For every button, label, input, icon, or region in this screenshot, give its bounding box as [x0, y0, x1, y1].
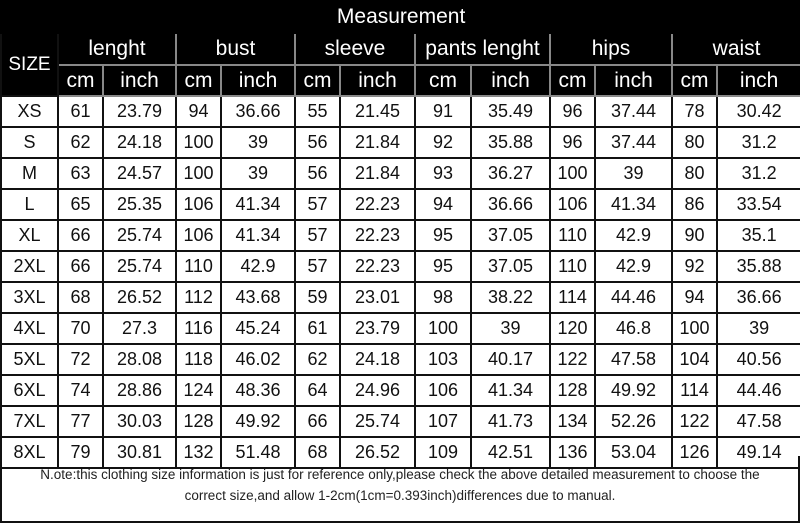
value-cell: 80 — [672, 127, 717, 158]
size-cell: 4XL — [1, 313, 58, 344]
value-cell: 122 — [672, 406, 717, 437]
value-cell: 91 — [415, 96, 471, 127]
value-cell: 109 — [415, 437, 471, 468]
value-cell: 107 — [415, 406, 471, 437]
value-cell: 47.58 — [595, 344, 672, 375]
value-cell: 70 — [58, 313, 103, 344]
value-cell: 41.34 — [595, 189, 672, 220]
value-cell: 36.27 — [471, 158, 550, 189]
value-cell: 106 — [176, 220, 221, 251]
value-cell: 116 — [176, 313, 221, 344]
value-cell: 42.9 — [595, 251, 672, 282]
size-cell: 6XL — [1, 375, 58, 406]
value-cell: 37.05 — [471, 251, 550, 282]
value-cell: 68 — [295, 437, 340, 468]
unit-header: cm — [415, 65, 471, 96]
value-cell: 39 — [717, 313, 800, 344]
column-group-header: waist — [672, 33, 800, 65]
size-cell: 3XL — [1, 282, 58, 313]
value-cell: 100 — [176, 158, 221, 189]
value-cell: 56 — [295, 127, 340, 158]
value-cell: 110 — [176, 251, 221, 282]
value-cell: 134 — [550, 406, 595, 437]
value-cell: 49.92 — [595, 375, 672, 406]
value-cell: 41.34 — [471, 375, 550, 406]
size-cell: 8XL — [1, 437, 58, 468]
table-row — [1, 313, 800, 344]
value-cell: 110 — [550, 220, 595, 251]
value-cell: 35.49 — [471, 96, 550, 127]
value-cell: 23.01 — [340, 282, 415, 313]
value-cell: 61 — [58, 96, 103, 127]
value-cell: 92 — [672, 251, 717, 282]
value-cell: 42.9 — [595, 220, 672, 251]
value-cell: 78 — [672, 96, 717, 127]
value-cell: 44.46 — [717, 375, 800, 406]
value-cell: 106 — [550, 189, 595, 220]
value-cell: 66 — [295, 406, 340, 437]
value-cell: 86 — [672, 189, 717, 220]
value-cell: 120 — [550, 313, 595, 344]
value-cell: 132 — [176, 437, 221, 468]
value-cell: 94 — [176, 96, 221, 127]
value-cell: 25.74 — [103, 220, 176, 251]
size-cell: L — [1, 189, 58, 220]
value-cell: 35.1 — [717, 220, 800, 251]
column-group-header: hips — [550, 33, 672, 65]
value-cell: 27.3 — [103, 313, 176, 344]
value-cell: 96 — [550, 96, 595, 127]
value-cell: 80 — [672, 158, 717, 189]
unit-header: inch — [717, 65, 800, 96]
unit-header: cm — [550, 65, 595, 96]
value-cell: 21.84 — [340, 158, 415, 189]
table-title: Measurement — [1, 1, 800, 33]
unit-header: inch — [471, 65, 550, 96]
value-cell: 55 — [295, 96, 340, 127]
table-row — [1, 189, 800, 220]
value-cell: 106 — [415, 375, 471, 406]
value-cell: 63 — [58, 158, 103, 189]
value-cell: 37.44 — [595, 127, 672, 158]
table-row — [1, 127, 800, 158]
size-cell: 5XL — [1, 344, 58, 375]
value-cell: 46.8 — [595, 313, 672, 344]
value-cell: 64 — [295, 375, 340, 406]
size-cell: S — [1, 127, 58, 158]
value-cell: 66 — [58, 220, 103, 251]
column-group-header: sleeve — [295, 33, 415, 65]
value-cell: 38.22 — [471, 282, 550, 313]
value-cell: 31.2 — [717, 158, 800, 189]
note-text: N.ote:this clothing size information is just for reference only,please check the above detailed measurement to choose the correct size,and allow 1-2cm(1cm=0.393inch)differences due to manual. — [40, 467, 760, 503]
value-cell: 35.88 — [717, 251, 800, 282]
value-cell: 93 — [415, 158, 471, 189]
value-cell: 26.52 — [103, 282, 176, 313]
value-cell: 57 — [295, 251, 340, 282]
table-row — [1, 158, 800, 189]
value-cell: 22.23 — [340, 251, 415, 282]
value-cell: 68 — [58, 282, 103, 313]
unit-header: inch — [221, 65, 295, 96]
value-cell: 22.23 — [340, 220, 415, 251]
value-cell: 39 — [471, 313, 550, 344]
column-group-header: lenght — [58, 33, 176, 65]
value-cell: 53.04 — [595, 437, 672, 468]
value-cell: 25.35 — [103, 189, 176, 220]
value-cell: 98 — [415, 282, 471, 313]
value-cell: 24.18 — [103, 127, 176, 158]
value-cell: 45.24 — [221, 313, 295, 344]
value-cell: 74 — [58, 375, 103, 406]
value-cell: 100 — [415, 313, 471, 344]
value-cell: 124 — [176, 375, 221, 406]
value-cell: 90 — [672, 220, 717, 251]
value-cell: 46.02 — [221, 344, 295, 375]
value-cell: 41.34 — [221, 220, 295, 251]
value-cell: 126 — [672, 437, 717, 468]
value-cell: 39 — [221, 127, 295, 158]
size-cell: 2XL — [1, 251, 58, 282]
value-cell: 24.18 — [340, 344, 415, 375]
value-cell: 23.79 — [103, 96, 176, 127]
unit-header: cm — [176, 65, 221, 96]
value-cell: 36.66 — [717, 282, 800, 313]
unit-header: inch — [340, 65, 415, 96]
value-cell: 114 — [672, 375, 717, 406]
value-cell: 94 — [415, 189, 471, 220]
value-cell: 24.96 — [340, 375, 415, 406]
column-group-header: bust — [176, 33, 295, 65]
value-cell: 103 — [415, 344, 471, 375]
value-cell: 49.14 — [717, 437, 800, 468]
value-cell: 122 — [550, 344, 595, 375]
value-cell: 23.79 — [340, 313, 415, 344]
value-cell: 21.84 — [340, 127, 415, 158]
value-cell: 92 — [415, 127, 471, 158]
value-cell: 48.36 — [221, 375, 295, 406]
value-cell: 51.48 — [221, 437, 295, 468]
value-cell: 100 — [176, 127, 221, 158]
value-cell: 25.74 — [340, 406, 415, 437]
value-cell: 26.52 — [340, 437, 415, 468]
value-cell: 35.88 — [471, 127, 550, 158]
value-cell: 104 — [672, 344, 717, 375]
value-cell: 65 — [58, 189, 103, 220]
value-cell: 57 — [295, 220, 340, 251]
value-cell: 95 — [415, 251, 471, 282]
unit-header: inch — [103, 65, 176, 96]
value-cell: 42.9 — [221, 251, 295, 282]
value-cell: 66 — [58, 251, 103, 282]
column-group-header: pants lenght — [415, 33, 550, 65]
value-cell: 96 — [550, 127, 595, 158]
value-cell: 72 — [58, 344, 103, 375]
unit-header: inch — [595, 65, 672, 96]
unit-header: cm — [672, 65, 717, 96]
value-cell: 43.68 — [221, 282, 295, 313]
value-cell: 136 — [550, 437, 595, 468]
value-cell: 42.51 — [471, 437, 550, 468]
value-cell: 30.42 — [717, 96, 800, 127]
value-cell: 24.57 — [103, 158, 176, 189]
value-cell: 94 — [672, 282, 717, 313]
value-cell: 28.08 — [103, 344, 176, 375]
value-cell: 128 — [550, 375, 595, 406]
value-cell: 36.66 — [221, 96, 295, 127]
value-cell: 37.44 — [595, 96, 672, 127]
value-cell: 33.54 — [717, 189, 800, 220]
value-cell: 59 — [295, 282, 340, 313]
value-cell: 40.17 — [471, 344, 550, 375]
value-cell: 41.34 — [221, 189, 295, 220]
value-cell: 49.92 — [221, 406, 295, 437]
table-row — [1, 251, 800, 282]
value-cell: 100 — [672, 313, 717, 344]
table-row — [1, 96, 800, 127]
value-cell: 30.03 — [103, 406, 176, 437]
table-row — [1, 375, 800, 406]
value-cell: 30.81 — [103, 437, 176, 468]
table-row — [1, 282, 800, 313]
unit-header: cm — [295, 65, 340, 96]
value-cell: 62 — [58, 127, 103, 158]
value-cell: 110 — [550, 251, 595, 282]
value-cell: 39 — [595, 158, 672, 189]
value-cell: 118 — [176, 344, 221, 375]
value-cell: 77 — [58, 406, 103, 437]
value-cell: 106 — [176, 189, 221, 220]
value-cell: 44.46 — [595, 282, 672, 313]
size-cell: 7XL — [1, 406, 58, 437]
size-cell: XS — [1, 96, 58, 127]
value-cell: 40.56 — [717, 344, 800, 375]
value-cell: 22.23 — [340, 189, 415, 220]
value-cell: 114 — [550, 282, 595, 313]
table-row — [1, 406, 800, 437]
size-note — [0, 456, 800, 523]
value-cell: 36.66 — [471, 189, 550, 220]
size-cell: XL — [1, 220, 58, 251]
value-cell: 41.73 — [471, 406, 550, 437]
value-cell: 37.05 — [471, 220, 550, 251]
value-cell: 52.26 — [595, 406, 672, 437]
unit-header: cm — [58, 65, 103, 96]
table-row — [1, 344, 800, 375]
size-cell: M — [1, 158, 58, 189]
value-cell: 57 — [295, 189, 340, 220]
value-cell: 79 — [58, 437, 103, 468]
value-cell: 62 — [295, 344, 340, 375]
value-cell: 56 — [295, 158, 340, 189]
value-cell: 112 — [176, 282, 221, 313]
value-cell: 128 — [176, 406, 221, 437]
value-cell: 95 — [415, 220, 471, 251]
value-cell: 31.2 — [717, 127, 800, 158]
value-cell: 25.74 — [103, 251, 176, 282]
value-cell: 61 — [295, 313, 340, 344]
value-cell: 100 — [550, 158, 595, 189]
table-row — [1, 220, 800, 251]
value-cell: 21.45 — [340, 96, 415, 127]
value-cell: 28.86 — [103, 375, 176, 406]
size-header: SIZE — [1, 33, 58, 96]
value-cell: 39 — [221, 158, 295, 189]
value-cell: 47.58 — [717, 406, 800, 437]
